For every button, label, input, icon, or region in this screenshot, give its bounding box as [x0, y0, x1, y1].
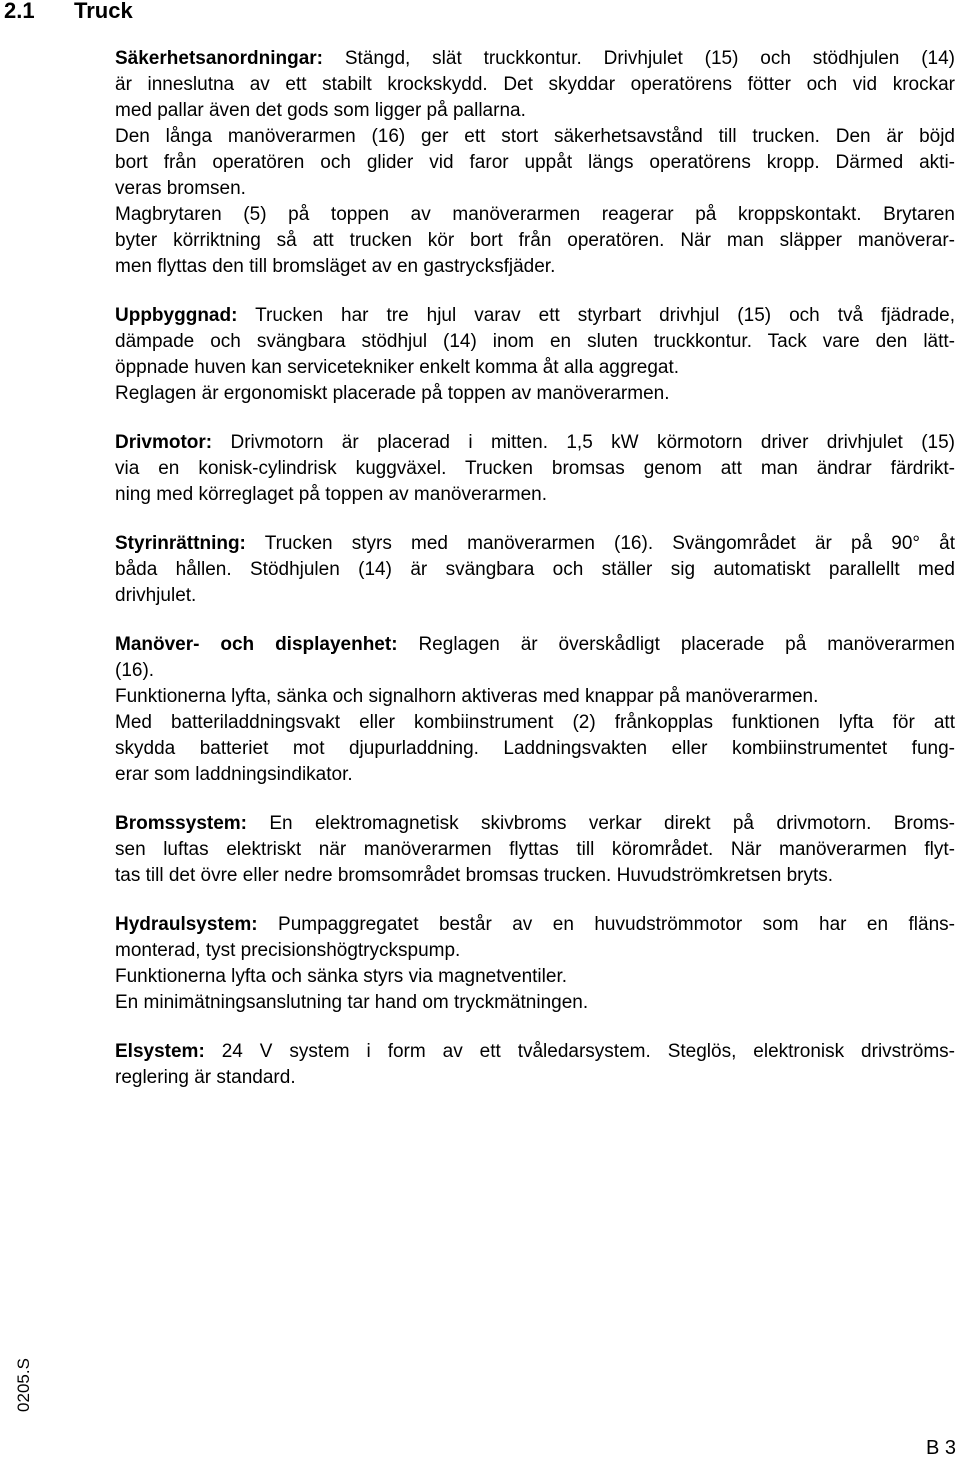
paragraph — [115, 1039, 955, 1091]
paragraph-term: Uppbyggnad: — [115, 305, 238, 326]
paragraph-text: Reglagen är ergonomiskt placerade på toppen av manöverarmen. — [115, 383, 670, 404]
paragraph — [115, 303, 955, 407]
text-line — [115, 863, 955, 889]
paragraph-text: Funktionerna lyfta och sänka styrs via magnetventiler. — [115, 966, 568, 987]
paragraph-text: En minimätningsanslutning tar hand om tryckmätningen. — [115, 992, 589, 1013]
paragraph-text: monterad, tyst precisionshögtryckspump. — [115, 940, 461, 961]
paragraph-text: (16). — [115, 660, 155, 681]
paragraph — [115, 430, 955, 508]
text-line — [115, 303, 955, 329]
text-line — [115, 531, 955, 557]
text-line — [115, 658, 955, 684]
paragraph-text: men flyttas den till bromsläget av en gastrycksfjäder. — [115, 256, 556, 277]
paragraph-text: öppnade huven kan servicetekniker enkelt komma åt alla aggregat. — [115, 357, 680, 378]
paragraph-text: är inneslutna av ett stabilt krockskydd. Det skyddar operatörens fötter och vid krockar — [115, 74, 955, 95]
paragraph-text: dämpade och svängbara stödhjul (14) inom en sluten truckkontur. Tack vare den lätt- — [115, 331, 955, 352]
paragraph — [115, 531, 955, 609]
text-line — [115, 762, 955, 788]
paragraph-text: erar som laddningsindikator. — [115, 764, 353, 785]
text-line — [115, 72, 955, 98]
text-line — [115, 202, 955, 228]
paragraph-term: Drivmotor: — [115, 432, 213, 453]
paragraph-text: byter körriktning så att trucken kör bort från operatören. När man släpper manöverar- — [115, 230, 955, 251]
text-line — [115, 710, 955, 736]
paragraph-text: drivhjulet. — [115, 585, 197, 606]
paragraph-text: skydda batteriet mot djupurladdning. Laddningsvakten eller kombiinstrumentet fung- — [115, 738, 955, 759]
text-line — [115, 1039, 955, 1065]
paragraph-text: bort från operatören och glider vid faror uppåt längs operatörens kropp. Därmed akti- — [115, 152, 955, 173]
paragraph-text: sen luftas elektriskt när manöverarmen flyttas till körområdet. När manöverarmen flyt- — [115, 839, 955, 860]
paragraph-term: Bromssystem: — [115, 813, 247, 834]
paragraph-text: Pumpaggregatet består av en huvudströmmotor som har en fläns- — [257, 914, 955, 935]
paragraph — [115, 632, 955, 788]
paragraph-term: Säkerhetsanordningar: — [115, 48, 323, 69]
paragraph-term: Elsystem: — [115, 1041, 205, 1062]
paragraph-term: Hydraulsystem: — [115, 914, 258, 935]
text-line — [115, 228, 955, 254]
text-line — [115, 430, 955, 456]
paragraph-text: Med batteriladdningsvakt eller kombiinstrument (2) frånkopplas funktionen lyfta för att — [115, 712, 955, 733]
paragraph-text: Trucken har tre hjul varav ett styrbart drivhjul (15) och två fjädrade, — [237, 305, 955, 326]
paragraph-text: Reglagen är överskådligt placerade på manöverarmen — [397, 634, 955, 655]
text-line — [115, 46, 955, 72]
page-number: B 3 — [925, 1437, 956, 1459]
paragraph-text: Stängd, slät truckkontur. Drivhjulet (15) och stödhjulen (14) — [323, 48, 955, 69]
text-line — [115, 990, 955, 1016]
paragraph-text: båda hållen. Stödhjulen (14) är svängbara och ställer sig automatiskt parallellt med — [115, 559, 955, 580]
paragraph-text: veras bromsen. — [115, 178, 246, 199]
text-line — [115, 456, 955, 482]
text-line — [115, 811, 955, 837]
paragraph-text: ning med körreglaget på toppen av manöverarmen. — [115, 484, 547, 505]
paragraph-text: tas till det övre eller nedre bromsområdet bromsas trucken. Huvudströmkretsen bryts. — [115, 865, 834, 886]
text-line — [115, 912, 955, 938]
section-title: Truck — [74, 0, 133, 23]
section-number: 2.1 — [4, 0, 35, 23]
text-line — [115, 381, 955, 407]
paragraph-term: Styrinrättning: — [115, 533, 246, 554]
document-code: 0205.S — [14, 1358, 33, 1412]
paragraph-text: Trucken styrs med manöverarmen (16). Svängområdet är på 90° åt — [245, 533, 955, 554]
text-line — [115, 329, 955, 355]
paragraph-text: reglering är standard. — [115, 1067, 296, 1088]
text-line — [115, 176, 955, 202]
document-body — [115, 46, 955, 1114]
text-line — [115, 736, 955, 762]
paragraph — [115, 46, 955, 280]
paragraph-text: En elektromagnetisk skivbroms verkar direkt på drivmotorn. Broms- — [247, 813, 955, 834]
paragraph-text: med pallar även det gods som ligger på pallarna. — [115, 100, 526, 121]
paragraph-text: Den långa manöverarmen (16) ger ett stort säkerhetsavstånd till trucken. Den är böjd — [115, 126, 955, 147]
text-line — [115, 837, 955, 863]
paragraph-text: Magbrytaren (5) på toppen av manöverarmen reagerar på kroppskontakt. Brytaren — [115, 204, 955, 225]
text-line — [115, 482, 955, 508]
text-line — [115, 1065, 955, 1091]
text-line — [115, 938, 955, 964]
text-line — [115, 98, 955, 124]
text-line — [115, 632, 955, 658]
paragraph — [115, 811, 955, 889]
text-line — [115, 254, 955, 280]
text-line — [115, 583, 955, 609]
paragraph — [115, 912, 955, 1016]
text-line — [115, 964, 955, 990]
text-line — [115, 557, 955, 583]
text-line — [115, 150, 955, 176]
text-line — [115, 355, 955, 381]
paragraph-text: Drivmotorn är placerad i mitten. 1,5 kW körmotorn driver drivhjulet (15) — [212, 432, 955, 453]
text-line — [115, 684, 955, 710]
text-line — [115, 124, 955, 150]
paragraph-text: Funktionerna lyfta, sänka och signalhorn aktiveras med knappar på manöverarmen. — [115, 686, 819, 707]
paragraph-term: Manöver- och displayenhet: — [115, 634, 398, 655]
paragraph-text: 24 V system i form av ett tvåledarsystem. Steglös, elektronisk drivströms- — [204, 1041, 955, 1062]
section-heading — [4, 0, 133, 24]
paragraph-text: via en konisk-cylindrisk kuggväxel. Trucken bromsas genom att man ändrar färdrikt- — [115, 458, 955, 479]
